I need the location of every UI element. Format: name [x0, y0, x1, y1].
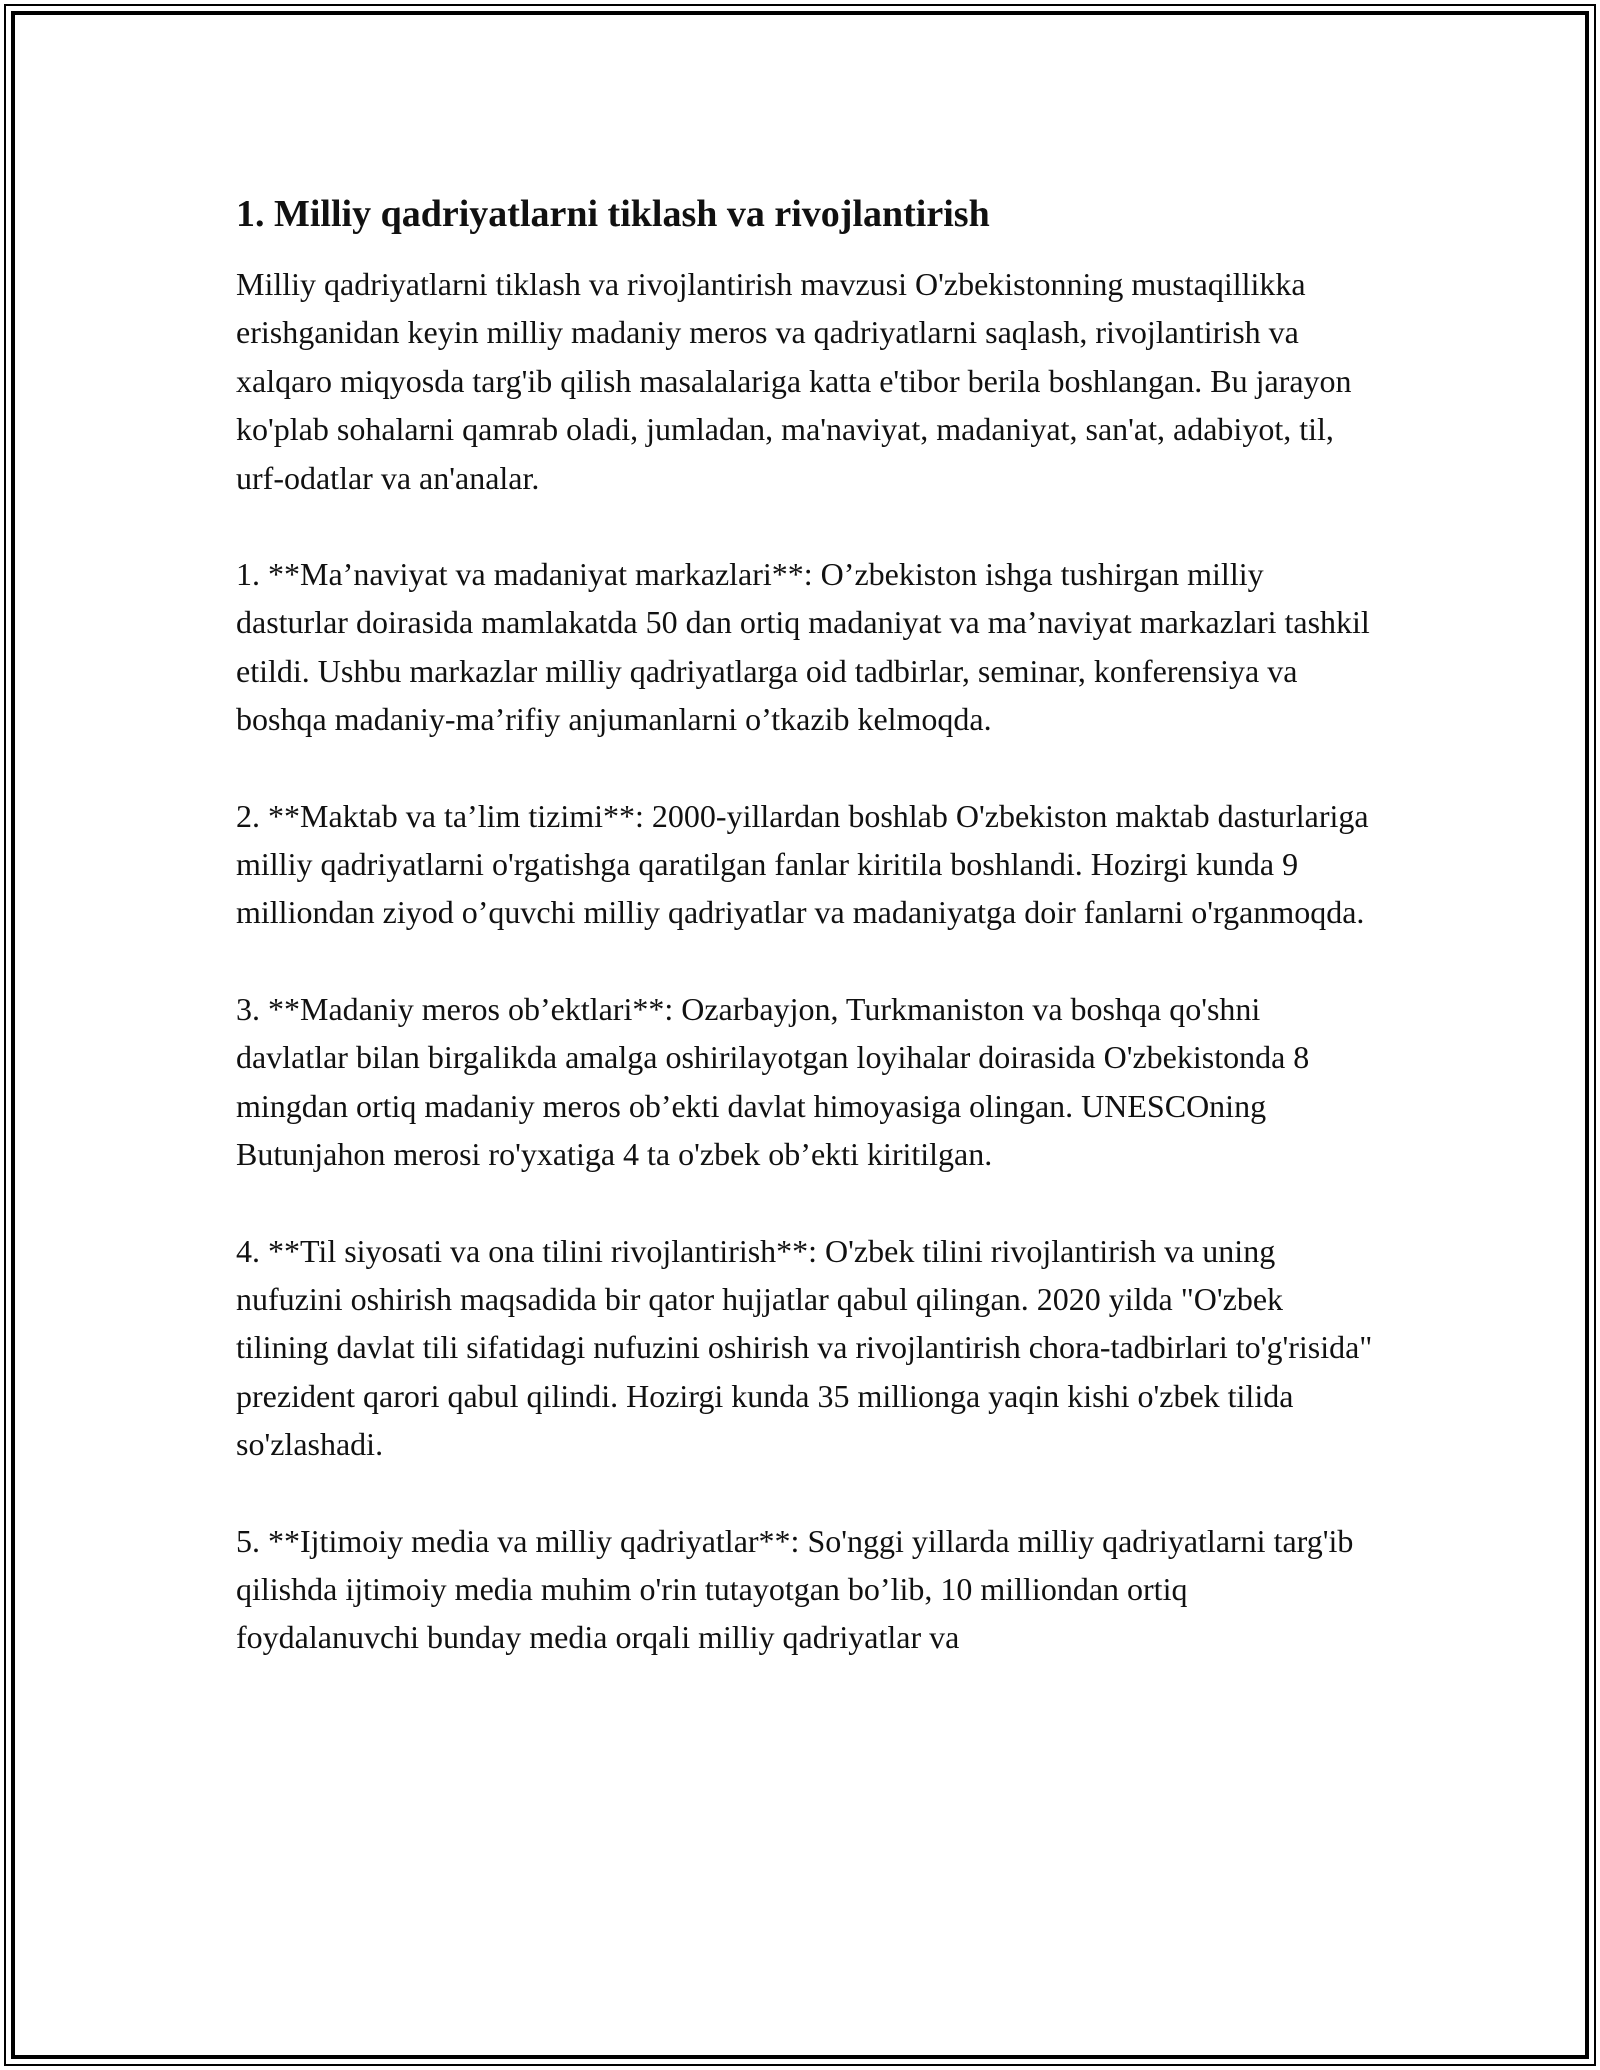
- paragraph-language-policy: 4. **Til siyosati va ona tilini rivojlantirish**: O'zbek tilini rivojlantirish va uning nufuzini oshirish maqsadida bir qator hujjatlar qabul qilingan. 2020 yilda "O'zbek tilining davlat tili sifatidagi nufuzini oshirish va rivojlantirish chora-tadbirlari to'g'risida" prezident qarori qabul qilindi. Hozirgi kunda 35 millionga yaqin kishi o'zbek tilida so'zlashadi.: [236, 1232, 1373, 1463]
- section-heading: 1. Milliy qadriyatlarni tiklash va rivojlantirish: [236, 193, 990, 235]
- document-body: [236, 188, 1376, 1710]
- paragraph-heritage-objects: 3. **Madaniy meros ob’ektlari**: Ozarbayjon, Turkmaniston va boshqa qo'shni davlatlar bilan birgalikda amalga oshirilayotgan loyihalar doirasida O'zbekistonda 8 mingdan ortiq madaniy meros ob’ekti davlat himoyasiga olingan. UNESCOning Butunjahon merosi ro'yxatiga 4 ta o'zbek ob’ekti kiritilgan.: [236, 990, 1310, 1173]
- paragraph-education-system: 2. **Maktab va ta’lim tizimi**: 2000-yillardan boshlab O'zbekiston maktab dasturlariga milliy qadriyatlarni o'rgatishga qaratilgan fanlar kiritila boshlandi. Hozirgi kunda 9 milliondan ziyod o’quvchi milliy qadriyatlar va madaniyatga doir fanlarni o'rganmoqda.: [236, 797, 1369, 931]
- intro-paragraph: Milliy qadriyatlarni tiklash va rivojlantirish mavzusi O'zbekistonning mustaqillikka erishganidan keyin milliy madaniy meros va qadriyatlarni saqlash, rivojlantirish va xalqaro miqyosda targ'ib qilish masalalariga katta e'tibor berila boshlangan. Bu jarayon ko'plab sohalarni qamrab oladi, jumladan, ma'naviyat, madaniyat, san'at, adabiyot, til, urf-odatlar va an'analar.: [236, 266, 1352, 496]
- paragraph-culture-centers: 1. **Ma’naviyat va madaniyat markazlari**: O’zbekiston ishga tushirgan milliy dasturlar doirasida mamlakatda 50 dan ortiq madaniyat va ma’naviyat markazlari tashkil etildi. Ushbu markazlar milliy qadriyatlarga oid tadbirlar, seminar, konferensiya va boshqa madaniy-ma’rifiy anjumanlarni o’tkazib kelmoqda.: [236, 556, 1370, 738]
- paragraph-social-media: 5. **Ijtimoiy media va milliy qadriyatlar**: So'nggi yillarda milliy qadriyatlarni targ'ib qilishda ijtimoiy media muhim o'rin tutayotgan bo’lib, 10 milliondan ortiq foydalanuvchi bunday media orqali milliy qadriyatlar va: [236, 1522, 1354, 1656]
